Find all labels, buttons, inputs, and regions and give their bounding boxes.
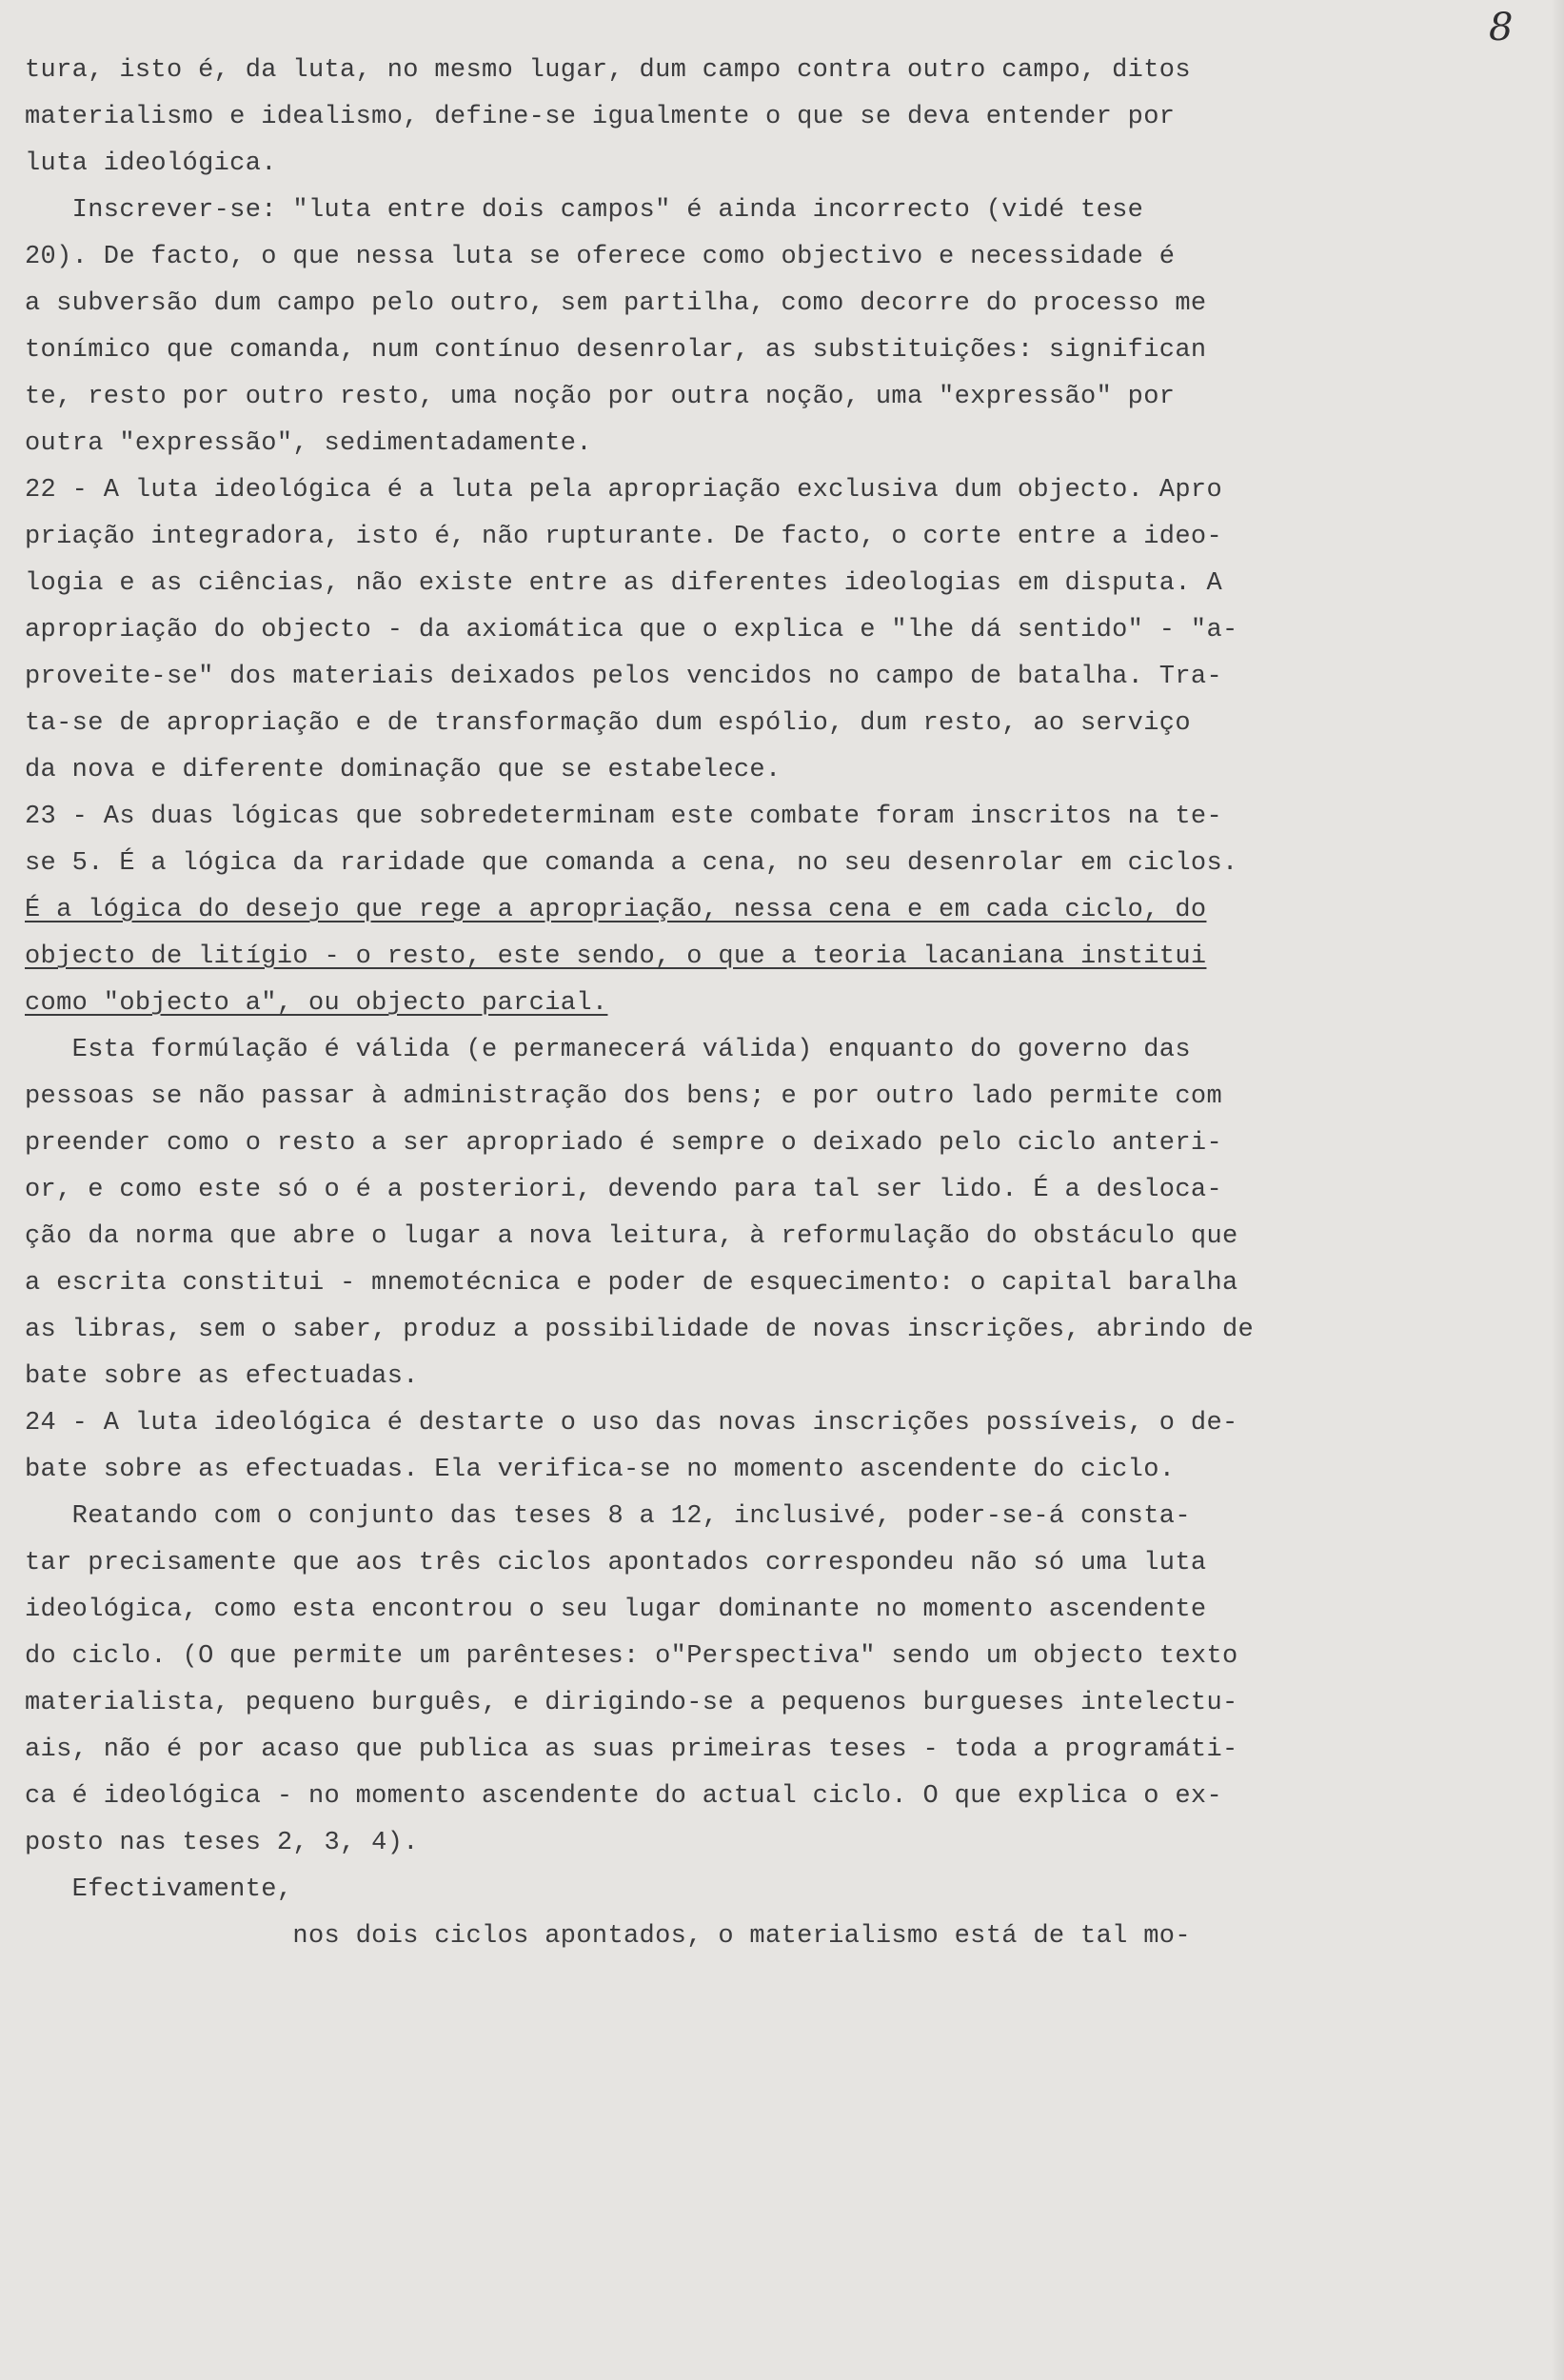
text-line: materialista, pequeno burguês, e dirigindo-se a pequenos burgueses intelectu- bbox=[25, 1689, 1238, 1717]
text-line: preender como o resto a ser apropriado é sempre o deixado pelo ciclo anteri- bbox=[25, 1129, 1222, 1158]
text-line: outra "expressão", sedimentadamente. bbox=[25, 429, 592, 458]
text-line: tar precisamente que aos três ciclos apontados correspondeu não só uma luta bbox=[25, 1549, 1207, 1577]
body-text bbox=[25, 48, 1548, 1960]
text-line: 24 - A luta ideológica é destarte o uso das novas inscrições possíveis, o de- bbox=[25, 1409, 1238, 1438]
underlined-line: como "objecto a", ou objecto parcial. bbox=[25, 989, 608, 1018]
text-line: se 5. É a lógica da raridade que comanda a cena, no seu desenrolar em ciclos. bbox=[25, 849, 1238, 878]
text-line: tura, isto é, da luta, no mesmo lugar, dum campo contra outro campo, ditos bbox=[25, 56, 1191, 85]
text-line: Reatando com o conjunto das teses 8 a 12, inclusivé, poder-se-á consta- bbox=[25, 1502, 1191, 1531]
text-line: proveite-se" dos materiais deixados pelos vencidos no campo de batalha. Tra- bbox=[25, 663, 1222, 691]
underlined-line: objecto de litígio - o resto, este sendo, o que a teoria lacaniana institui bbox=[25, 942, 1207, 971]
text-line: nos dois ciclos apontados, o materialismo está de tal mo- bbox=[25, 1922, 1191, 1951]
text-line: Efectivamente, bbox=[25, 1875, 293, 1904]
text-line: 23 - As duas lógicas que sobredeterminam este combate foram inscritos na te- bbox=[25, 803, 1222, 831]
text-line: te, resto por outro resto, uma noção por outra noção, uma "expressão" por bbox=[25, 383, 1176, 411]
text-line: apropriação do objecto - da axiomática que o explica e "lhe dá sentido" - "a- bbox=[25, 616, 1238, 645]
text-line: as libras, sem o saber, produz a possibilidade de novas inscrições, abrindo de bbox=[25, 1316, 1255, 1344]
text-line: posto nas teses 2, 3, 4). bbox=[25, 1829, 419, 1857]
text-line: pessoas se não passar à administração dos bens; e por outro lado permite com bbox=[25, 1082, 1222, 1111]
text-line: logia e as ciências, não existe entre as diferentes ideologias em disputa. A bbox=[25, 569, 1222, 598]
page-number: 8 bbox=[1489, 6, 1514, 50]
text-line: 20). De facto, o que nessa luta se oferece como objectivo e necessidade é bbox=[25, 243, 1176, 271]
text-line: ta-se de apropriação e de transformação dum espólio, dum resto, ao serviço bbox=[25, 709, 1191, 738]
text-line: do ciclo. (O que permite um parênteses: o"Perspectiva" sendo um objecto texto bbox=[25, 1642, 1238, 1671]
text-line: bate sobre as efectuadas. Ela verifica-se no momento ascendente do ciclo. bbox=[25, 1456, 1176, 1484]
text-line: 22 - A luta ideológica é a luta pela apropriação exclusiva dum objecto. Apro bbox=[25, 476, 1222, 505]
text-line: tonímico que comanda, num contínuo desenrolar, as substituições: significan bbox=[25, 336, 1207, 365]
text-line: luta ideológica. bbox=[25, 149, 277, 178]
text-line: da nova e diferente dominação que se estabelece. bbox=[25, 756, 782, 784]
text-line: ção da norma que abre o lugar a nova leitura, à reformulação do obstáculo que bbox=[25, 1222, 1238, 1251]
text-line: Inscrever-se: "luta entre dois campos" é ainda incorrecto (vidé tese bbox=[25, 196, 1144, 225]
text-line: bate sobre as efectuadas. bbox=[25, 1362, 419, 1391]
text-line: priação integradora, isto é, não rupturante. De facto, o corte entre a ideo- bbox=[25, 523, 1222, 551]
text-line: materialismo e idealismo, define-se igualmente o que se deva entender por bbox=[25, 103, 1176, 131]
underlined-line: É a lógica do desejo que rege a apropriação, nessa cena e em cada ciclo, do bbox=[25, 896, 1207, 924]
text-line: or, e como este só o é a posteriori, devendo para tal ser lido. É a desloca- bbox=[25, 1176, 1222, 1204]
text-line: a escrita constitui - mnemotécnica e poder de esquecimento: o capital baralha bbox=[25, 1269, 1238, 1298]
text-line: ideológica, como esta encontrou o seu lugar dominante no momento ascendente bbox=[25, 1596, 1207, 1624]
text-line: Esta formúlação é válida (e permanecerá válida) enquanto do governo das bbox=[25, 1036, 1191, 1064]
text-line: a subversão dum campo pelo outro, sem partilha, como decorre do processo me bbox=[25, 289, 1207, 318]
scan-edge-shadow bbox=[1551, 0, 1564, 2380]
text-line: ais, não é por acaso que publica as suas primeiras teses - toda a programáti- bbox=[25, 1735, 1238, 1764]
text-line: ca é ideológica - no momento ascendente do actual ciclo. O que explica o ex- bbox=[25, 1782, 1222, 1811]
